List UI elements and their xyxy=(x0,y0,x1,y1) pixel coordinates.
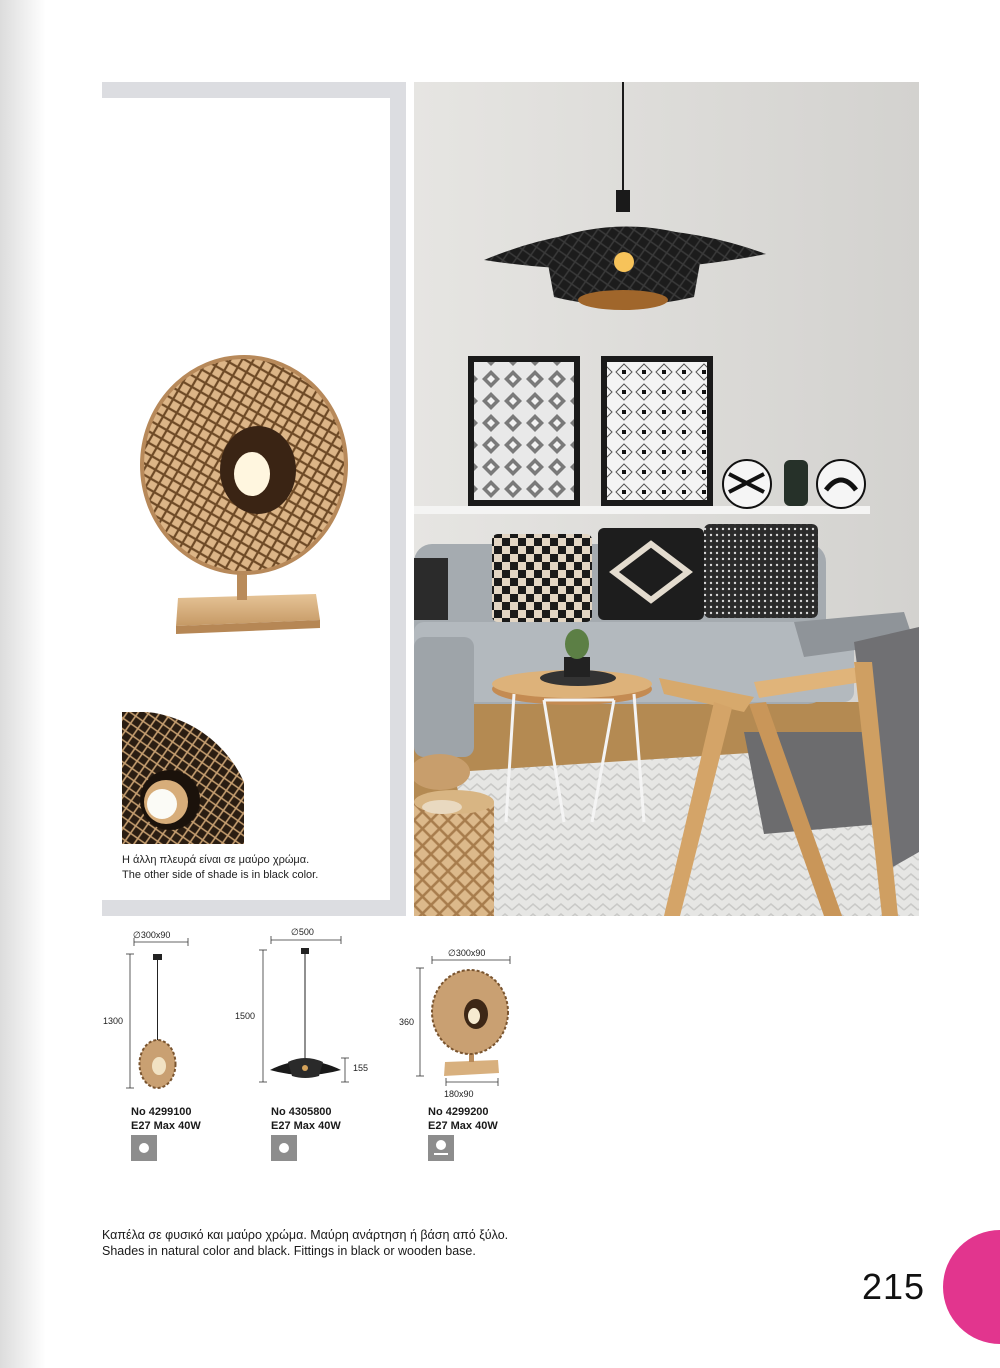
product-info-4299200 xyxy=(428,1105,498,1133)
dimension-height-3: 360 xyxy=(399,1017,415,1027)
frame-bottom-border xyxy=(102,900,406,916)
shade-caption xyxy=(122,853,318,883)
caption-greek: Η άλλη πλευρά είναι σε μαύρο χρώμα. xyxy=(122,854,310,866)
dimension-shade-height-2: 155 xyxy=(353,1063,369,1073)
product-code: No 4299100 xyxy=(131,1106,192,1118)
product-code: No 4299200 xyxy=(428,1106,489,1118)
page-spine-shadow xyxy=(0,0,46,1368)
product-spec: E27 Max 40W xyxy=(271,1120,341,1132)
product-description xyxy=(102,1227,508,1259)
table-lamp-icon xyxy=(428,1135,454,1161)
dimension-height-1: 1300 xyxy=(103,1016,124,1026)
black-side-detail-photo xyxy=(122,712,244,844)
ceiling-socket-icon xyxy=(131,1135,157,1161)
product-code: No 4305800 xyxy=(271,1106,332,1118)
product-spec: E27 Max 40W xyxy=(131,1120,201,1132)
product-info-4299100 xyxy=(131,1105,201,1133)
description-english: Shades in natural color and black. Fittings in black or wooden base. xyxy=(102,1244,476,1258)
frame-right-border xyxy=(390,82,406,916)
living-room-photo xyxy=(414,82,919,916)
table-lamp-4299200-drawing xyxy=(412,940,522,1090)
table-lamp-photo xyxy=(138,350,352,640)
product-spec: E27 Max 40W xyxy=(428,1120,498,1132)
pendant-4299100-drawing xyxy=(110,920,210,1095)
dimension-height-2: 1500 xyxy=(235,1011,256,1021)
caption-english: The other side of shade is in black color. xyxy=(122,869,319,881)
dimension-diameter-3: ∅300x90 xyxy=(448,948,486,958)
dimension-diameter-1: ∅300x90 xyxy=(133,930,171,940)
dimension-base-3: 180x90 xyxy=(444,1089,474,1099)
page-accent-circle xyxy=(943,1230,1000,1344)
frame-top-border xyxy=(102,82,406,98)
dimension-diameter-2: ∅500 xyxy=(291,927,314,937)
page-number: 215 xyxy=(862,1266,926,1307)
description-greek: Καπέλα σε φυσικό και μαύρο χρώμα. Μαύρη ανάρτηση ή βάση από ξύλο. xyxy=(102,1228,509,1242)
product-info-4305800 xyxy=(271,1105,341,1133)
ceiling-socket-icon xyxy=(271,1135,297,1161)
